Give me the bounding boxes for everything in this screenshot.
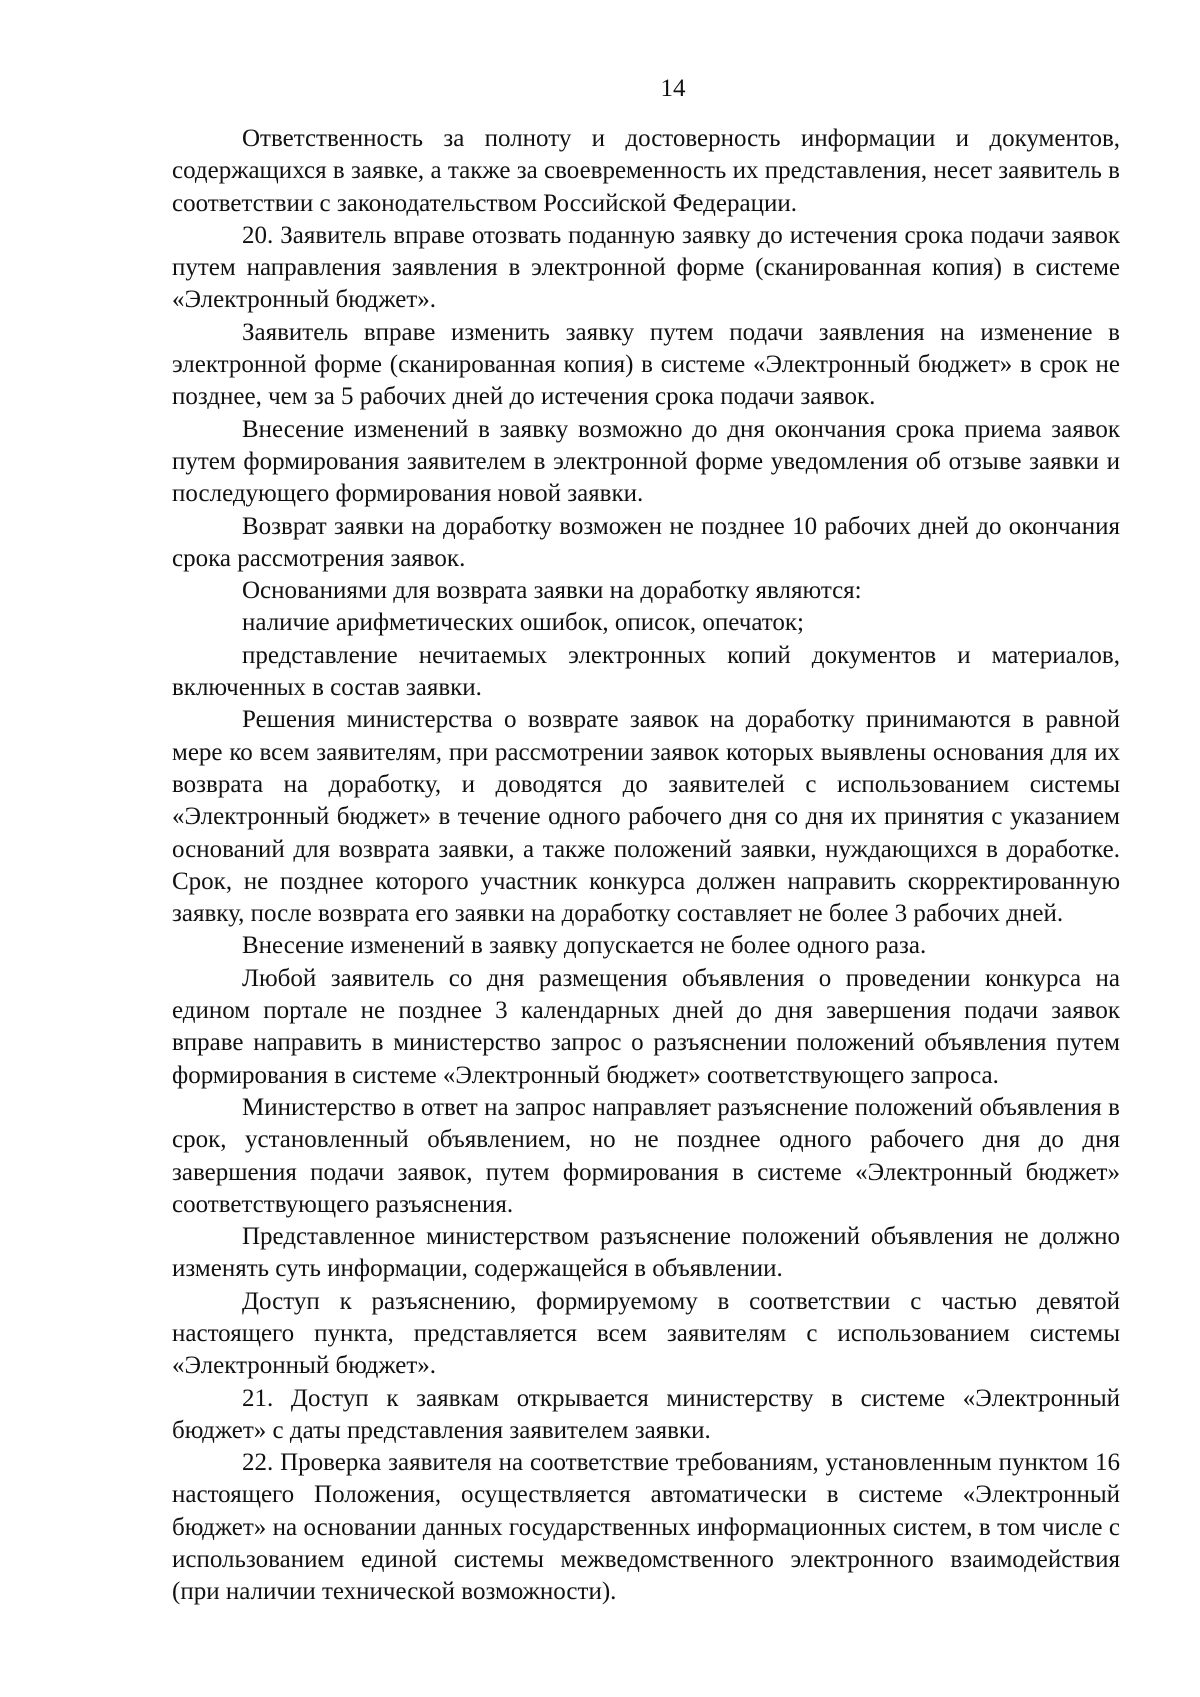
paragraph-amendments: Внесение изменений в заявку возможно до дня окончания срока приема заявок путем формирования заявителем в электронной форме уведомления об отзыве заявки и последующего формирования новой заявки. <box>172 415 1120 508</box>
paragraph-change-application: Заявитель вправе изменить заявку путем подачи заявления на изменение в электронной форме (сканированная копия) в системе «Электронный бюджет» в срок не позднее, чем за 5 рабочих дней до истечения срока подачи заявок. <box>172 318 1120 411</box>
paragraph-20-withdraw: 20. Заявитель вправе отозвать поданную заявку до истечения срока подачи заявок путем направления заявления в электронной форме (сканированная копия) в системе «Электронный бюджет». <box>172 221 1120 314</box>
document-body <box>172 123 1120 1609</box>
paragraph-22-verification: 22. Проверка заявителя на соответствие требованиям, установленным пунктом 16 настоящего Положения, осуществляется автоматически в системе «Электронный бюджет» на основании данных государственных информационных систем, в том числе с использованием единой системы межведомственного электронного взаимодействия (при наличии технической возможности). <box>172 1449 1120 1606</box>
page-number: 14 <box>660 75 686 102</box>
paragraph-ground-errors: наличие арифметических ошибок, описок, опечаток; <box>242 609 804 637</box>
paragraph-clarification-request: Любой заявитель со дня размещения объявления о проведении конкурса на едином портале не позднее 3 календарных дней до дня завершения подачи заявок вправе направить в министерство запрос о разъяснении положений объявления путем формирования в системе «Электронный бюджет» соответствующего запроса. <box>172 964 1120 1089</box>
paragraph-ministry-decisions: Решения министерства о возврате заявок на доработку принимаются в равной мере ко всем заявителям, при рассмотрении заявок которых выявлены основания для их возврата на доработку, и доводятся до заявителей с использованием системы «Электронный бюджет» в течение одного рабочего дня со дня их принятия с указанием оснований для возврата заявки, а также положений заявки, нуждающихся в доработке. Срок, не позднее которого участник конкурса должен направить скорректированную заявку, после возврата его заявки на доработку составляет не более 3 рабочих дней. <box>172 706 1120 928</box>
paragraph-ministry-response: Министерство в ответ на запрос направляет разъяснение положений объявления в срок, установленный объявлением, но не позднее одного рабочего дня до дня завершения подачи заявок, путем формирования в системе «Электронный бюджет» соответствующего разъяснения. <box>172 1093 1120 1218</box>
paragraph-return-grounds: Основаниями для возврата заявки на доработку являются: <box>242 577 862 605</box>
paragraph-responsibility: Ответственность за полноту и достоверность информации и документов, содержащихся в заявке, а также за своевременность их представления, несет заявитель в соответствии с законодательством Российской Федерации. <box>172 125 1120 217</box>
paragraph-21-access: 21. Доступ к заявкам открывается министерству в системе «Электронный бюджет» с даты представления заявителем заявки. <box>172 1384 1120 1444</box>
paragraph-ground-unreadable: представление нечитаемых электронных копий документов и материалов, включенных в состав заявки. <box>172 641 1120 702</box>
paragraph-clarification-access: Доступ к разъяснению, формируемому в соответствии с частью девятой настоящего пункта, представляется всем заявителям с использованием системы «Электронный бюджет». <box>172 1287 1120 1380</box>
paragraph-clarification-scope: Представленное министерством разъяснение положений объявления не должно изменять суть информации, содержащейся в объявлении. <box>172 1223 1120 1283</box>
paragraph-single-amendment: Внесение изменений в заявку допускается не более одного раза. <box>242 932 927 960</box>
paragraph-return-for-revision: Возврат заявки на доработку возможен не позднее 10 рабочих дней до окончания срока рассмотрения заявок. <box>172 512 1120 572</box>
